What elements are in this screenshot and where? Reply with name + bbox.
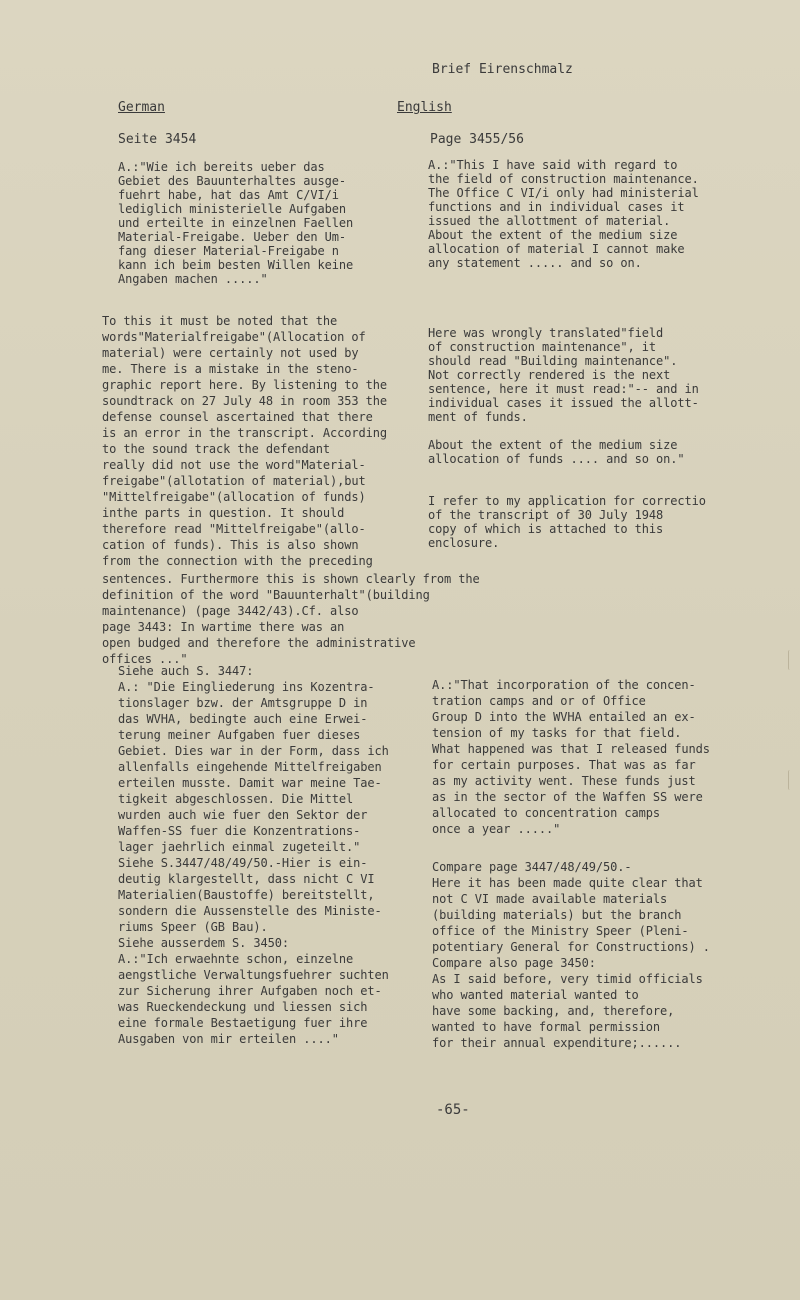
text-line: Waffen-SS fuer die Konzentrations- bbox=[118, 824, 361, 838]
text-line: from the connection with the preceding bbox=[102, 554, 373, 568]
column-heading-german: German bbox=[118, 100, 165, 115]
text-line: As I said before, very timid officials bbox=[432, 972, 703, 986]
text-line: defense counsel ascertained that there bbox=[102, 410, 373, 424]
text-line: riums Speer (GB Bau). bbox=[118, 920, 268, 934]
text-line: zur Sicherung ihrer Aufgaben noch et- bbox=[118, 984, 382, 998]
text-line: page 3443: In wartime there was an bbox=[102, 620, 345, 634]
text-line: Here was wrongly translated"field bbox=[428, 326, 664, 340]
text-line: fuehrt habe, hat das Amt C/VI/i bbox=[118, 188, 339, 202]
text-line: aengstliche Verwaltungsfuehrer suchten bbox=[118, 968, 389, 982]
english-page-ref: Page 3455/56 bbox=[430, 132, 524, 147]
text-line: graphic report here. By listening to the bbox=[102, 378, 387, 392]
text-line: as my activity went. These funds just bbox=[432, 774, 696, 788]
text-line: office of the Ministry Speer (Pleni- bbox=[432, 924, 689, 938]
text-line: About the extent of the medium size bbox=[428, 228, 678, 242]
text-line: und erteilte in einzelnen Faellen bbox=[118, 216, 354, 230]
text-line: offices ..." bbox=[102, 652, 188, 666]
text-line: lager jaehrlich einmal zugeteilt." bbox=[118, 840, 361, 854]
text-line: Material-Freigabe. Ueber den Um- bbox=[118, 230, 346, 244]
text-line: of the transcript of 30 July 1948 bbox=[428, 508, 664, 522]
text-line: have some backing, and, therefore, bbox=[432, 1004, 675, 1018]
text-line: maintenance) (page 3442/43).Cf. also bbox=[102, 604, 359, 618]
text-line: functions and in individual cases it bbox=[428, 200, 685, 214]
text-line: Gebiet. Dies war in der Form, dass ich bbox=[118, 744, 389, 758]
text-line: freigabe"(allotation of material),but bbox=[102, 474, 366, 488]
text-line: to the sound track the defendant bbox=[102, 442, 330, 456]
text-line: cation of funds). This is also shown bbox=[102, 538, 359, 552]
text-line: Here it has been made quite clear that bbox=[432, 876, 703, 890]
text-line: tigkeit abgeschlossen. Die Mittel bbox=[118, 792, 354, 806]
text-line: sondern die Aussenstelle des Ministe- bbox=[118, 904, 382, 918]
text-line: "Mittelfreigabe"(allocation of funds) bbox=[102, 490, 366, 504]
text-line: To this it must be noted that the bbox=[102, 314, 338, 328]
text-line: deutig klargestellt, dass nicht C VI bbox=[118, 872, 375, 886]
text-line: Siehe auch S. 3447: bbox=[118, 664, 254, 678]
text-line: sentence, here it must read:"-- and in bbox=[428, 382, 699, 396]
text-line: me. There is a mistake in the steno- bbox=[102, 362, 359, 376]
text-line: terung meiner Aufgaben fuer dieses bbox=[118, 728, 361, 742]
punch-hole-mark bbox=[788, 770, 800, 790]
text-line: I refer to my application for correctio bbox=[428, 494, 706, 508]
text-line: tration camps and or of Office bbox=[432, 694, 646, 708]
text-line: the field of construction maintenance. bbox=[428, 172, 699, 186]
text-line: Gebiet des Bauunterhaltes ausge- bbox=[118, 174, 346, 188]
text-line: A.: "Die Eingliederung ins Kozentra- bbox=[118, 680, 375, 694]
text-line: was Rueckendeckung und liessen sich bbox=[118, 1000, 368, 1014]
text-line: as in the sector of the Waffen SS were bbox=[432, 790, 703, 804]
column-heading-english: English bbox=[397, 100, 452, 115]
text-line: A.:"This I have said with regard to bbox=[428, 158, 678, 172]
text-line: das WVHA, bedingte auch eine Erwei- bbox=[118, 712, 368, 726]
text-line: who wanted material wanted to bbox=[432, 988, 639, 1002]
text-line: material) were certainly not used by bbox=[102, 346, 359, 360]
text-line: Siehe ausserdem S. 3450: bbox=[118, 936, 289, 950]
text-line: for their annual expenditure;...... bbox=[432, 1036, 682, 1050]
text-line: individual cases it issued the allott- bbox=[428, 396, 699, 410]
text-line: for certain purposes. That was as far bbox=[432, 758, 696, 772]
text-line: (building materials) but the branch bbox=[432, 908, 682, 922]
text-line: any statement ..... and so on. bbox=[428, 256, 642, 270]
text-line: Siehe S.3447/48/49/50.-Hier is ein- bbox=[118, 856, 368, 870]
text-line: Group D into the WVHA entailed an ex- bbox=[432, 710, 696, 724]
text-line: copy of which is attached to this bbox=[428, 522, 664, 536]
text-line: erteilen musste. Damit war meine Tae- bbox=[118, 776, 382, 790]
text-line: The Office C VI/i only had ministerial bbox=[428, 186, 699, 200]
text-line: allocation of material I cannot make bbox=[428, 242, 685, 256]
text-line: words"Materialfreigabe"(Allocation of bbox=[102, 330, 366, 344]
text-line: Ausgaben von mir erteilen ...." bbox=[118, 1032, 339, 1046]
text-line: allocation of funds .... and so on." bbox=[428, 452, 685, 466]
text-line: lediglich ministerielle Aufgaben bbox=[118, 202, 346, 216]
text-line: tionslager bzw. der Amtsgruppe D in bbox=[118, 696, 368, 710]
text-line: A.:"Ich erwaehnte schon, einzelne bbox=[118, 952, 354, 966]
text-line: issued the allottment of material. bbox=[428, 214, 671, 228]
text-line: allocated to concentration camps bbox=[432, 806, 660, 820]
text-line: A.:"That incorporation of the concen- bbox=[432, 678, 696, 692]
text-line: fang dieser Material-Freigabe n bbox=[118, 244, 339, 258]
page-number: -65- bbox=[436, 1102, 470, 1118]
text-line: not C VI made available materials bbox=[432, 892, 668, 906]
text-line: wanted to have formal permission bbox=[432, 1020, 660, 1034]
text-line: should read "Building maintenance". bbox=[428, 354, 678, 368]
text-line: really did not use the word"Material- bbox=[102, 458, 366, 472]
text-line: kann ich beim besten Willen keine bbox=[118, 258, 354, 272]
text-line: potentiary General for Constructions) . bbox=[432, 940, 710, 954]
punch-hole-mark bbox=[788, 650, 800, 670]
text-line: tension of my tasks for that field. bbox=[432, 726, 682, 740]
text-line: ment of funds. bbox=[428, 410, 528, 424]
text-line: Compare page 3447/48/49/50.- bbox=[432, 860, 632, 874]
text-line: About the extent of the medium size bbox=[428, 438, 678, 452]
text-line: definition of the word "Bauunterhalt"(building bbox=[102, 588, 430, 602]
text-line: Materialien(Baustoffe) bereitstellt, bbox=[118, 888, 375, 902]
text-line: Not correctly rendered is the next bbox=[428, 368, 671, 382]
text-line: therefore read "Mittelfreigabe"(allo- bbox=[102, 522, 366, 536]
text-line: open budged and therefore the administrative bbox=[102, 636, 416, 650]
german-page-ref: Seite 3454 bbox=[118, 132, 197, 147]
text-line: Compare also page 3450: bbox=[432, 956, 596, 970]
text-line: wurden auch wie fuer den Sektor der bbox=[118, 808, 368, 822]
text-line: soundtrack on 27 July 48 in room 353 the bbox=[102, 394, 387, 408]
text-line: allenfalls eingehende Mittelfreigaben bbox=[118, 760, 382, 774]
text-line: once a year ....." bbox=[432, 822, 561, 836]
text-line: Angaben machen ....." bbox=[118, 272, 268, 286]
text-line: What happened was that I released funds bbox=[432, 742, 710, 756]
text-line: inthe parts in question. It should bbox=[102, 506, 345, 520]
text-line: enclosure. bbox=[428, 536, 500, 550]
text-line: A.:"Wie ich bereits ueber das bbox=[118, 160, 325, 174]
text-line: eine formale Bestaetigung fuer ihre bbox=[118, 1016, 368, 1030]
text-line: is an error in the transcript. According bbox=[102, 426, 387, 440]
text-line: sentences. Furthermore this is shown clearly from the bbox=[102, 572, 480, 586]
text-line: of construction maintenance", it bbox=[428, 340, 656, 354]
document-header: Brief Eirenschmalz bbox=[432, 62, 573, 77]
